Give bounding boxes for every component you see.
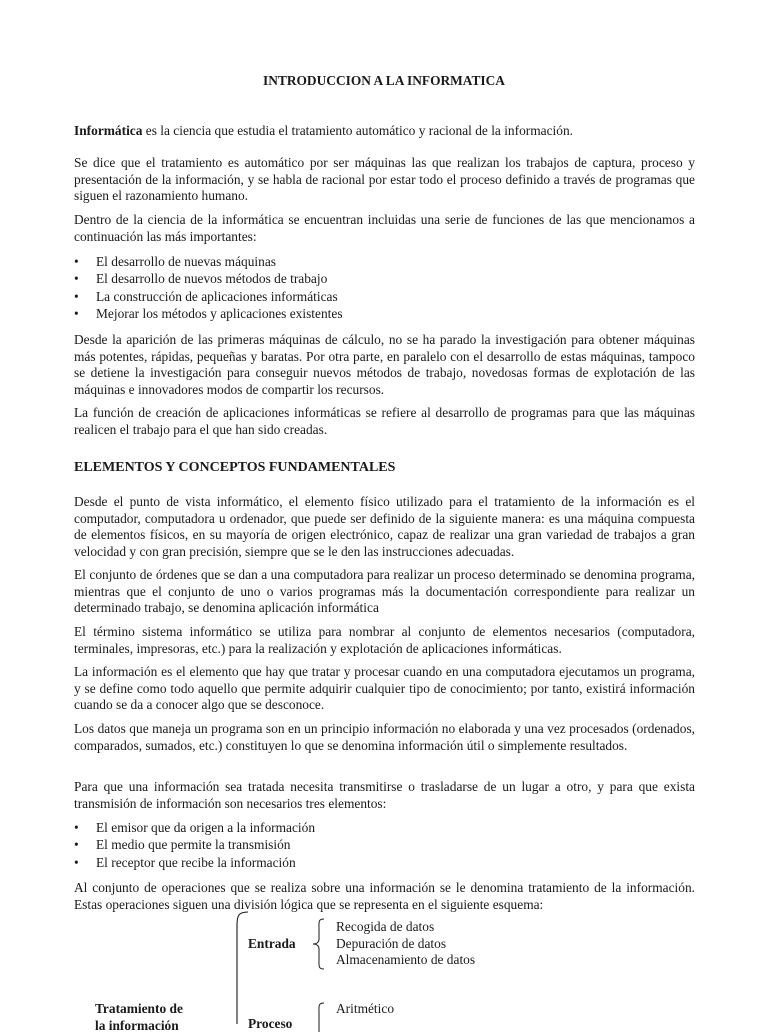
bullet-icon: • — [74, 820, 79, 835]
paragraph-aparicion: Desde la aparición de las primeras máquinas de cálculo, no se ha parado la investigación para obtener máquinas más potentes, rápidas, pequeñas y baratas. Por otra parte, en paralelo con el desarrollo de estas máquinas, tampoco se detiene la investigación para conseguir nuevos métodos de trabajo, novedosas formas de explotación de las máquinas e innovadores modos de compartir los recursos. — [74, 332, 695, 397]
list-item: • El emisor que da origen a la información — [74, 820, 316, 835]
elements-list — [74, 819, 695, 871]
list-item: Depuración de datos — [336, 935, 447, 951]
paragraph-tratamiento: Se dice que el tratamiento es automático por ser máquinas las que realizan los trabajos de captura, proceso y presentación de la información, y se habla de racional por estar todo el proceso definido a través de programas que siguen el razonamiento humano. — [74, 155, 695, 204]
paragraph-informacion: La información es el elemento que hay que tratar y procesar cuando en una computadora ejecutamos un programa, y se define como todo aquello que permite adquirir cualquier tipo de conocimiento; por tanto, existirá información cuando se da a conocer algo que se desconoce. — [74, 664, 695, 713]
list-item: • El medio que permite la transmisión — [74, 837, 291, 853]
paragraph-tratamiento-esquema: Al conjunto de operaciones que se realiza sobre una información se le denomina tratamiento de la información. Estas operaciones siguen una división lógica que se representa en el siguiente esquema: — [74, 880, 695, 912]
bullet-icon: • — [74, 306, 79, 322]
list-item: • El receptor que recibe la información — [74, 854, 296, 870]
paragraph-creacion: La función de creación de aplicaciones informáticas se refiere al desarrollo de programas para que las máquinas realicen el trabajo para el que han sido creadas. — [74, 405, 695, 437]
proceso-brace-icon — [312, 1002, 326, 1032]
list-item: • El desarrollo de nuevos métodos de trabajo — [74, 271, 328, 287]
paragraph-datos: Los datos que maneja un programa son en un principio información no elaborada y una vez procesados (ordenados, comparados, sumados, etc.) constituyen lo que se denomina información útil o simplemente resultados. — [74, 721, 695, 753]
functions-list — [74, 253, 695, 323]
paragraph-programa: El conjunto de órdenes que se dan a una computadora para realizar un proceso determinado se denomina programa, mientras que el conjunto de uno o varios programas más la documentación correspondiente para realizar un determinado trabajo, se denomina aplicación informática — [74, 567, 695, 616]
intro-definition — [74, 123, 695, 140]
paragraph-funciones: Dentro de la ciencia de la informática se encuentran incluidas una serie de funciones de las que mencionamos a continuación las más importantes: — [74, 212, 695, 244]
bullet-icon: • — [74, 837, 79, 853]
intro-definition-text: es la ciencia que estudia el tratamiento automático y racional de la información. — [142, 123, 573, 138]
paragraph-sistema: El término sistema informático se utiliza para nombrar al conjunto de elementos necesarios (computadora, terminales, impresoras, etc.) para la realización y explotación de aplicaciones informáticas. — [74, 624, 695, 656]
list-item: Recogida de datos — [336, 919, 435, 934]
main-brace-icon — [228, 910, 250, 1024]
bullet-icon: • — [74, 854, 79, 870]
bullet-icon: • — [74, 254, 79, 269]
list-item: • La construcción de aplicaciones informáticas — [74, 288, 338, 304]
paragraph-computador: Desde el punto de vista informático, el elemento físico utilizado para el tratamiento de la información es el computador, computadora u ordenador, que puede ser definido de la siguiente manera: es una máquina compuesta de elementos físicos, en su mayoría de origen electrónico, capaz de realizar una gran variedad de trabajos a gran velocidad y con gran precisión, siempre que se le den las instrucciones adecuadas. — [74, 494, 695, 559]
scheme-entrada-items — [336, 919, 475, 969]
scheme-proceso-items — [336, 1001, 394, 1018]
document-title: INTRODUCCION A LA INFORMATICA — [263, 73, 505, 88]
list-item: • El desarrollo de nuevas máquinas — [74, 254, 276, 269]
scheme-root-label: Tratamiento de la información — [95, 1001, 183, 1033]
bullet-icon: • — [74, 271, 79, 287]
scheme-proceso-label: Proceso — [248, 1016, 293, 1031]
list-item: • Mejorar los métodos y aplicaciones existentes — [74, 306, 343, 322]
bullet-icon: • — [74, 288, 79, 304]
intro-term: Informática — [74, 123, 143, 138]
paragraph-transmision: Para que una información sea tratada necesita transmitirse o trasladarse de un lugar a otro, y para que exista transmisión de información son necesarios tres elementos: — [74, 779, 695, 811]
section-heading: ELEMENTOS Y CONCEPTOS FUNDAMENTALES — [74, 460, 396, 475]
list-item: Aritmético — [336, 1001, 395, 1016]
entrada-brace-icon — [312, 918, 326, 970]
scheme-entrada-label: Entrada — [248, 936, 296, 951]
list-item: Almacenamiento de datos — [336, 952, 476, 968]
